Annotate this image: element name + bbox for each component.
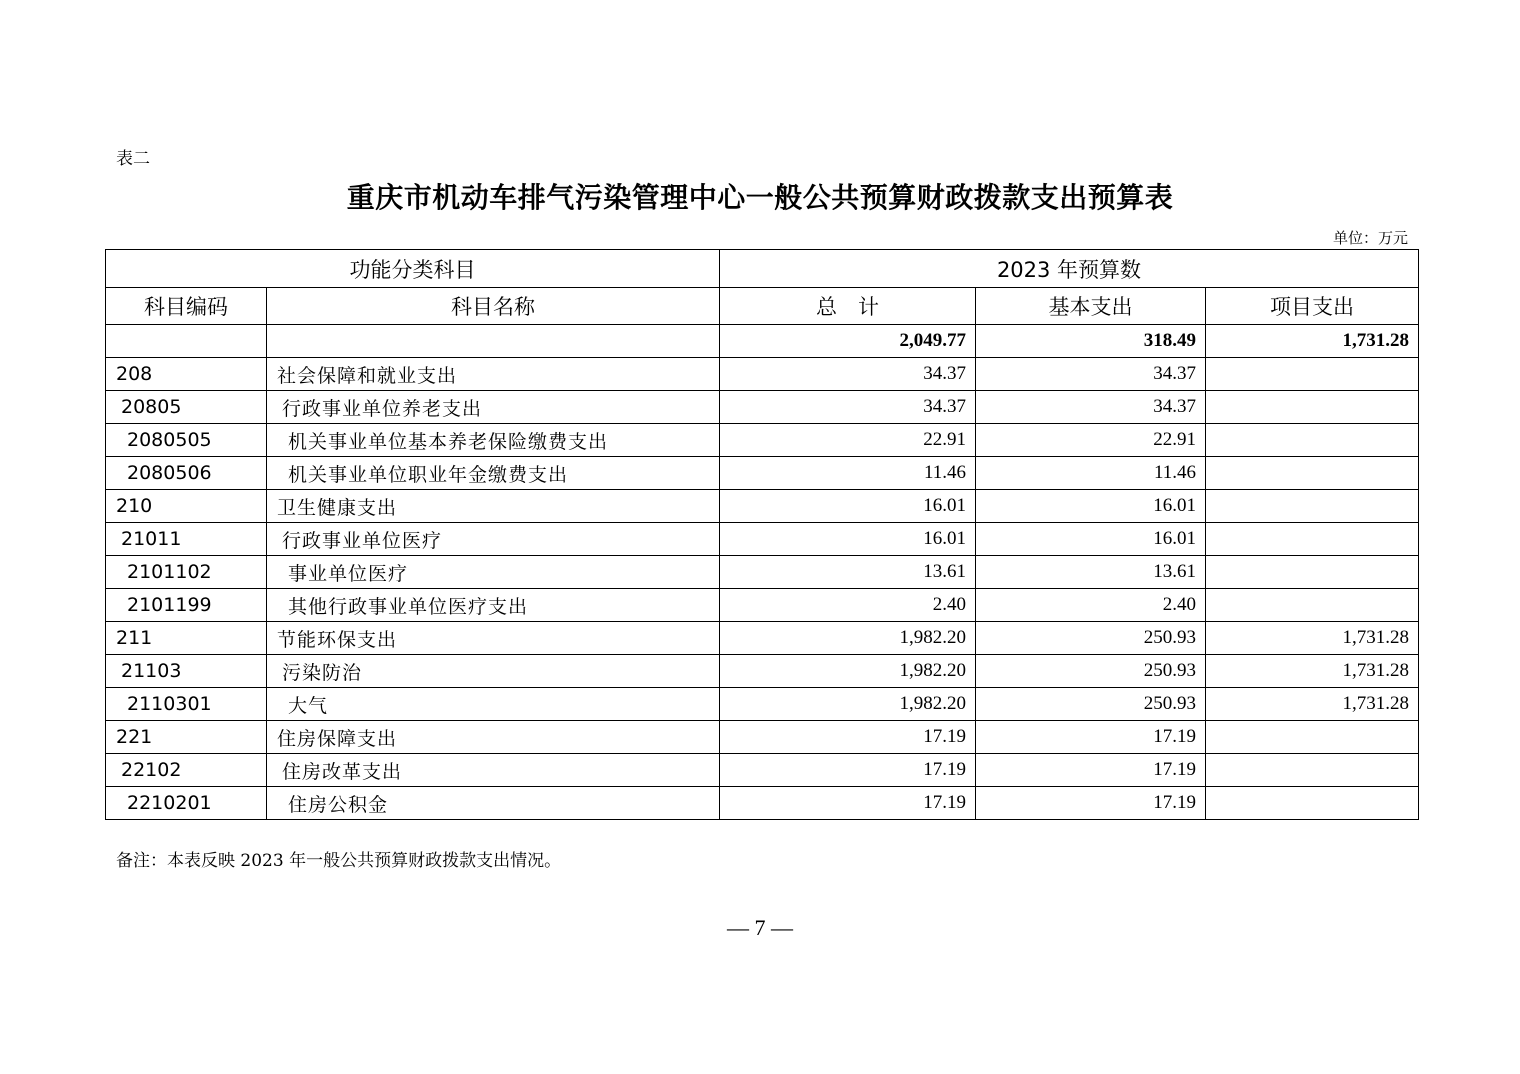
header-row-group (106, 250, 1419, 288)
footnote: 备注：本表反映 2023 年一般公共预算财政拨款支出情况。 (116, 851, 562, 871)
row-code: 2080505 (106, 424, 267, 457)
row-total: 17.19 (720, 721, 976, 754)
row-code: 2210201 (106, 787, 267, 820)
table-row (106, 523, 1419, 556)
totals-row (106, 325, 1419, 358)
header-code: 科目编码 (106, 288, 267, 325)
row-total: 22.91 (720, 424, 976, 457)
row-code: 21103 (106, 655, 267, 688)
row-basic: 11.46 (976, 457, 1206, 490)
row-basic: 34.37 (976, 391, 1206, 424)
table-row (106, 457, 1419, 490)
row-total: 34.37 (720, 391, 976, 424)
row-name: 大气 (267, 688, 720, 721)
row-project (1206, 787, 1419, 820)
row-name: 事业单位医疗 (267, 556, 720, 589)
row-project (1206, 490, 1419, 523)
row-project (1206, 556, 1419, 589)
row-name: 社会保障和就业支出 (267, 358, 720, 391)
row-code: 221 (106, 721, 267, 754)
table-row (106, 589, 1419, 622)
row-total: 16.01 (720, 490, 976, 523)
table-row (106, 655, 1419, 688)
unit-label: 单位：万元 (1332, 229, 1408, 247)
row-basic: 16.01 (976, 490, 1206, 523)
row-basic: 17.19 (976, 721, 1206, 754)
table-row (106, 424, 1419, 457)
row-code: 211 (106, 622, 267, 655)
totals-name-cell (267, 325, 720, 358)
row-name: 节能环保支出 (267, 622, 720, 655)
header-row-columns (106, 288, 1419, 325)
row-project (1206, 457, 1419, 490)
row-total: 34.37 (720, 358, 976, 391)
totals-project: 1,731.28 (1206, 325, 1419, 358)
row-basic: 250.93 (976, 622, 1206, 655)
row-total: 13.61 (720, 556, 976, 589)
row-total: 2.40 (720, 589, 976, 622)
row-code: 2110301 (106, 688, 267, 721)
table-row (106, 490, 1419, 523)
row-project (1206, 391, 1419, 424)
row-total: 1,982.20 (720, 688, 976, 721)
row-total: 1,982.20 (720, 655, 976, 688)
row-name: 住房改革支出 (267, 754, 720, 787)
row-project (1206, 721, 1419, 754)
row-code: 2101102 (106, 556, 267, 589)
row-basic: 16.01 (976, 523, 1206, 556)
row-code: 2101199 (106, 589, 267, 622)
totals-basic: 318.49 (976, 325, 1206, 358)
totals-total: 2,049.77 (720, 325, 976, 358)
row-basic: 34.37 (976, 358, 1206, 391)
row-project: 1,731.28 (1206, 688, 1419, 721)
row-name: 住房公积金 (267, 787, 720, 820)
row-project (1206, 358, 1419, 391)
table-row (106, 556, 1419, 589)
row-basic: 250.93 (976, 688, 1206, 721)
row-project (1206, 754, 1419, 787)
row-total: 1,982.20 (720, 622, 976, 655)
row-code: 21011 (106, 523, 267, 556)
row-name: 行政事业单位医疗 (267, 523, 720, 556)
table-row (106, 721, 1419, 754)
table-row (106, 358, 1419, 391)
page-number: — 7 — (727, 915, 793, 940)
row-total: 17.19 (720, 754, 976, 787)
row-total: 17.19 (720, 787, 976, 820)
document-title: 重庆市机动车排气污染管理中心一般公共预算财政拨款支出预算表 (346, 181, 1174, 214)
row-basic: 17.19 (976, 754, 1206, 787)
header-functional-category: 功能分类科目 (106, 250, 720, 288)
table-row (106, 391, 1419, 424)
row-name: 机关事业单位基本养老保险缴费支出 (267, 424, 720, 457)
row-basic: 22.91 (976, 424, 1206, 457)
row-name: 住房保障支出 (267, 721, 720, 754)
row-project (1206, 523, 1419, 556)
row-basic: 2.40 (976, 589, 1206, 622)
header-basic: 基本支出 (976, 288, 1206, 325)
table-row (106, 754, 1419, 787)
header-project: 项目支出 (1206, 288, 1419, 325)
table-row (106, 688, 1419, 721)
row-name: 污染防治 (267, 655, 720, 688)
header-name: 科目名称 (267, 288, 720, 325)
table-row (106, 622, 1419, 655)
table-label: 表二 (116, 149, 150, 169)
row-name: 机关事业单位职业年金缴费支出 (267, 457, 720, 490)
row-name: 卫生健康支出 (267, 490, 720, 523)
row-name: 其他行政事业单位医疗支出 (267, 589, 720, 622)
row-project: 1,731.28 (1206, 622, 1419, 655)
row-basic: 17.19 (976, 787, 1206, 820)
row-project: 1,731.28 (1206, 655, 1419, 688)
row-code: 2080506 (106, 457, 267, 490)
row-project (1206, 424, 1419, 457)
row-code: 208 (106, 358, 267, 391)
table-row (106, 787, 1419, 820)
budget-table (105, 249, 1419, 820)
row-basic: 250.93 (976, 655, 1206, 688)
row-project (1206, 589, 1419, 622)
totals-code-cell (106, 325, 267, 358)
row-basic: 13.61 (976, 556, 1206, 589)
header-total: 总 计 (720, 288, 976, 325)
row-total: 11.46 (720, 457, 976, 490)
header-budget-2023: 2023 年预算数 (720, 250, 1419, 288)
row-total: 16.01 (720, 523, 976, 556)
row-name: 行政事业单位养老支出 (267, 391, 720, 424)
row-code: 210 (106, 490, 267, 523)
row-code: 20805 (106, 391, 267, 424)
row-code: 22102 (106, 754, 267, 787)
